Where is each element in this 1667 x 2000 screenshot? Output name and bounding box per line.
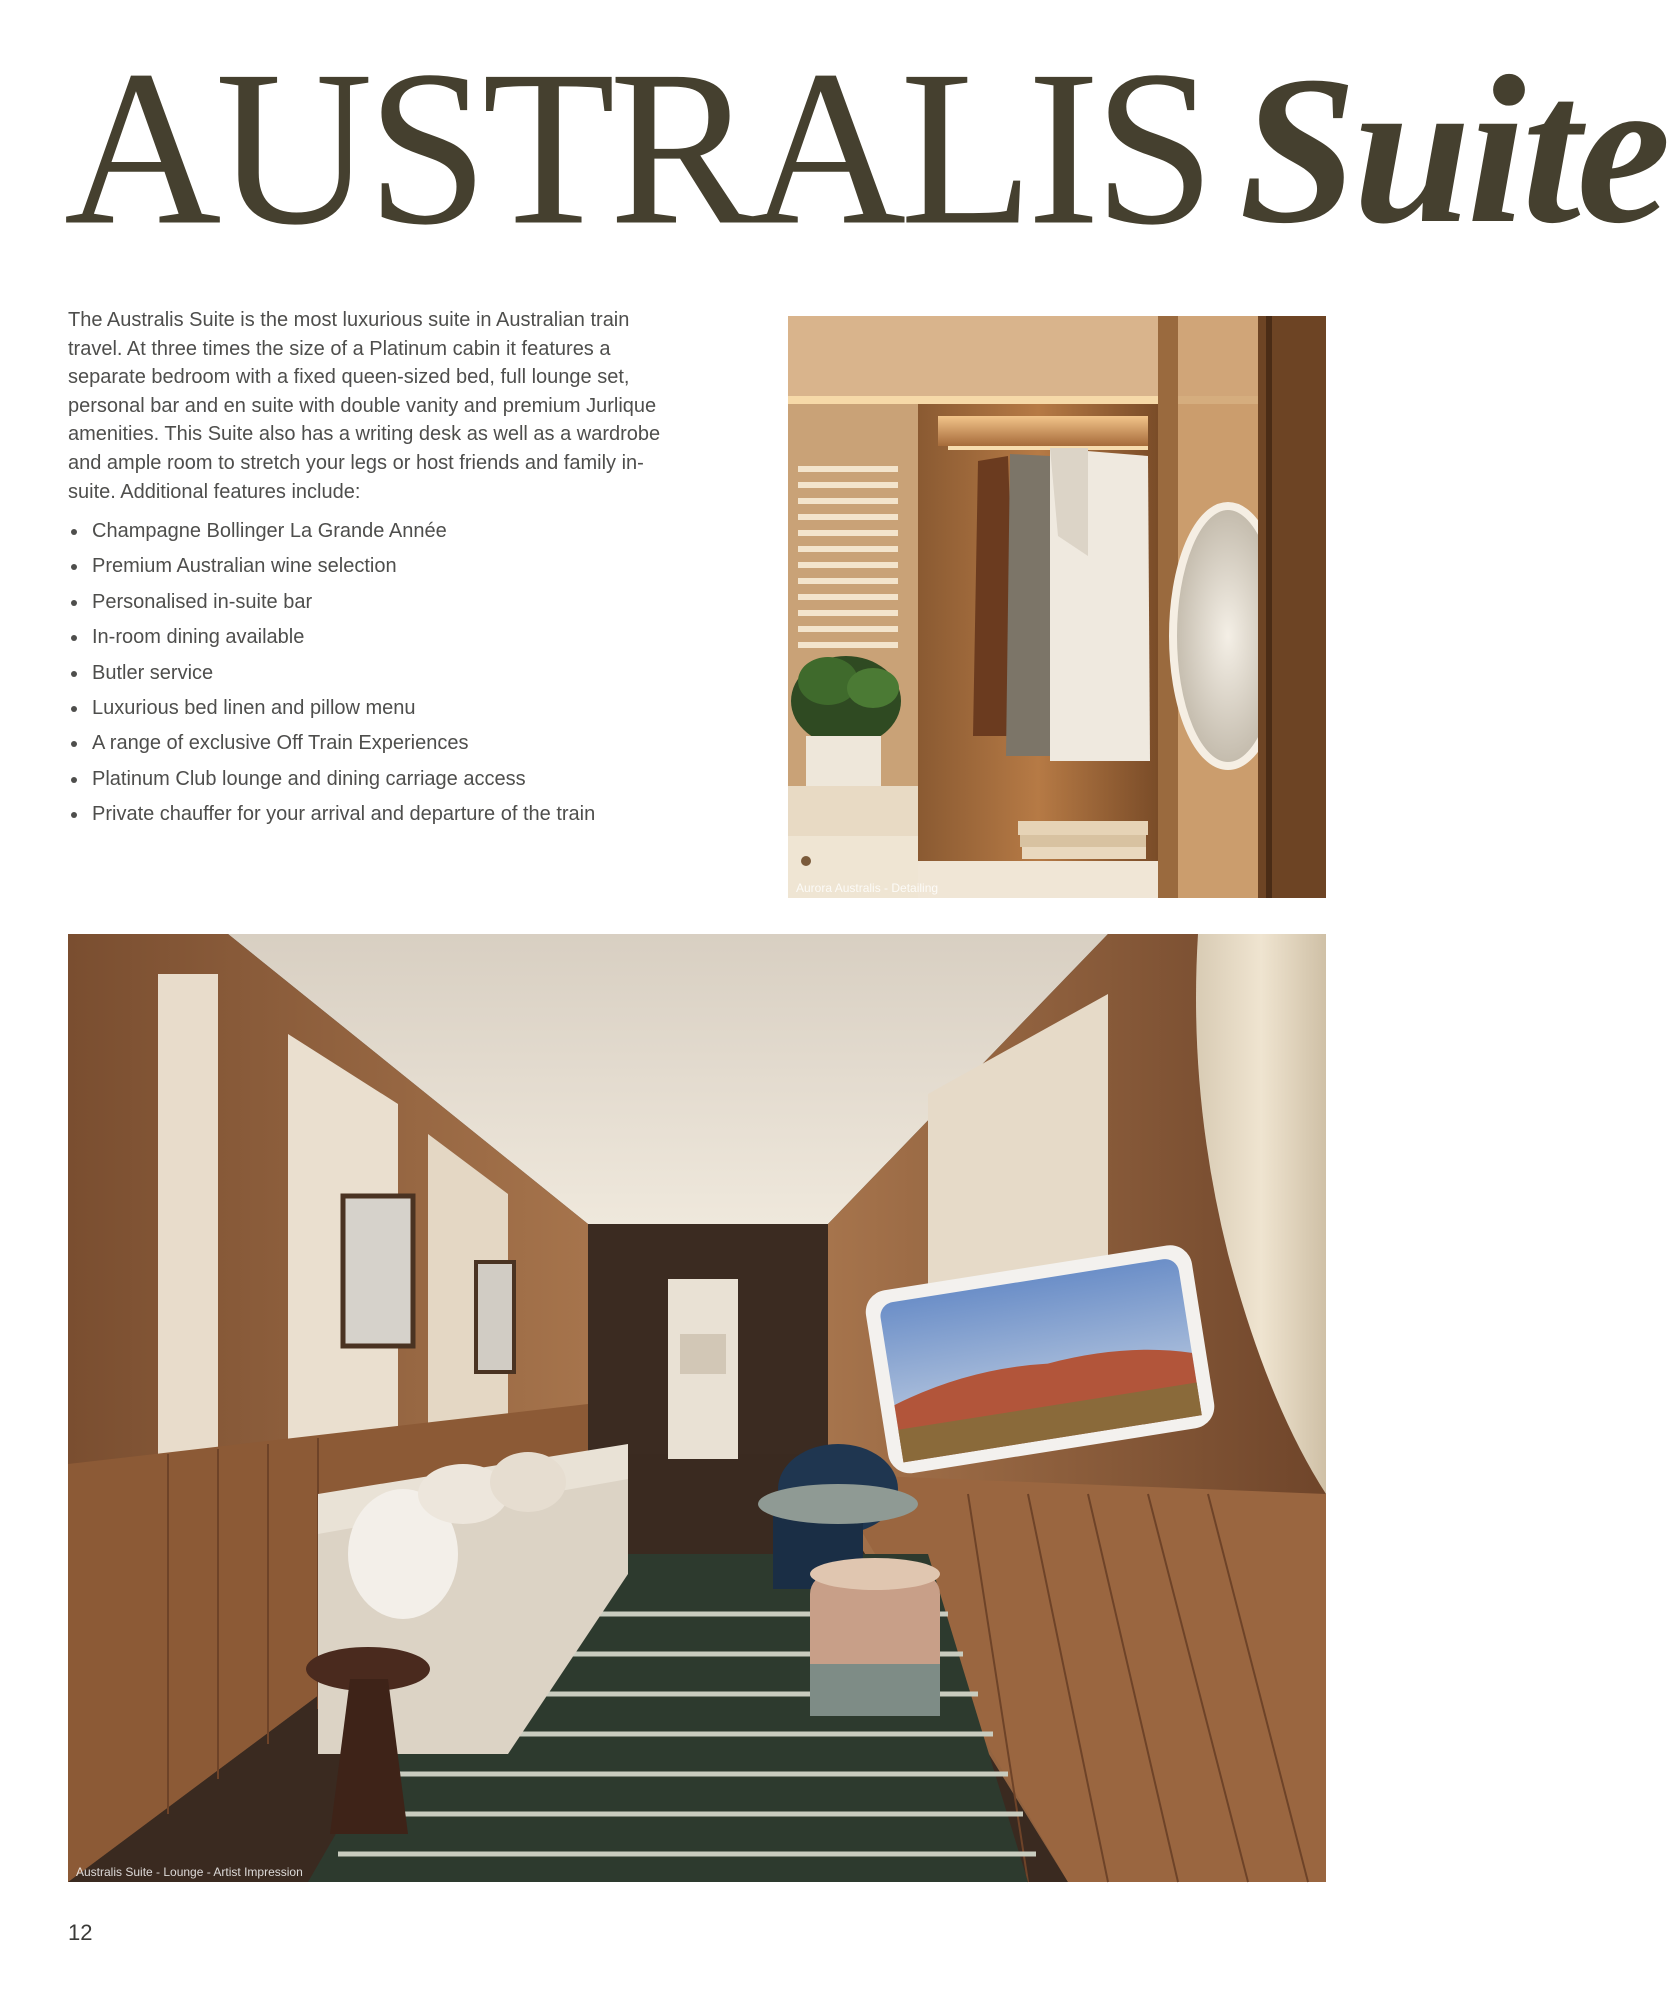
feature-item: Champagne Bollinger La Grande Année [68, 514, 698, 549]
feature-item: Platinum Club lounge and dining carriage access [68, 762, 698, 797]
feature-item: A range of exclusive Off Train Experiences [68, 726, 698, 761]
feature-item: Private chauffer for your arrival and departure of the train [68, 797, 698, 832]
detailing-photo [788, 316, 1326, 898]
page-title [64, 25, 1667, 272]
lounge-photo [68, 934, 1326, 1882]
title-main: AUSTRALIS [64, 25, 1210, 272]
feature-item: Personalised in-suite bar [68, 585, 698, 620]
bullet-icon [71, 635, 77, 641]
bullet-icon [71, 600, 77, 606]
page-number: 12 [68, 1920, 93, 1945]
lounge-caption: Australis Suite - Lounge - Artist Impression [76, 1865, 303, 1879]
feature-item: Premium Australian wine selection [68, 549, 698, 584]
bullet-icon [71, 706, 77, 712]
feature-item: Butler service [68, 656, 698, 691]
bullet-icon [71, 741, 77, 747]
bullet-icon [71, 777, 77, 783]
feature-item: In-room dining available [68, 620, 698, 655]
bullet-icon [71, 812, 77, 818]
features-list [68, 514, 698, 833]
bullet-icon [71, 564, 77, 570]
title-script: Suite [1239, 32, 1667, 267]
detailing-caption: Aurora Australis - Detailing [796, 881, 939, 895]
bullet-icon [71, 671, 77, 677]
intro-paragraph: The Australis Suite is the most luxurious suite in Australian train travel. At three times the size of a Platinum cabin it features a separate bedroom with a fixed queen-sized bed, full lounge set, personal bar and en suite with double vanity and premium Jurlique amenities. This Suite also has a writing desk as well as a wardrobe and ample room to stretch your legs or host friends and family in-suite. Additional features include: [68, 309, 661, 503]
feature-item: Luxurious bed linen and pillow menu [68, 691, 698, 726]
bullet-icon [71, 529, 77, 535]
